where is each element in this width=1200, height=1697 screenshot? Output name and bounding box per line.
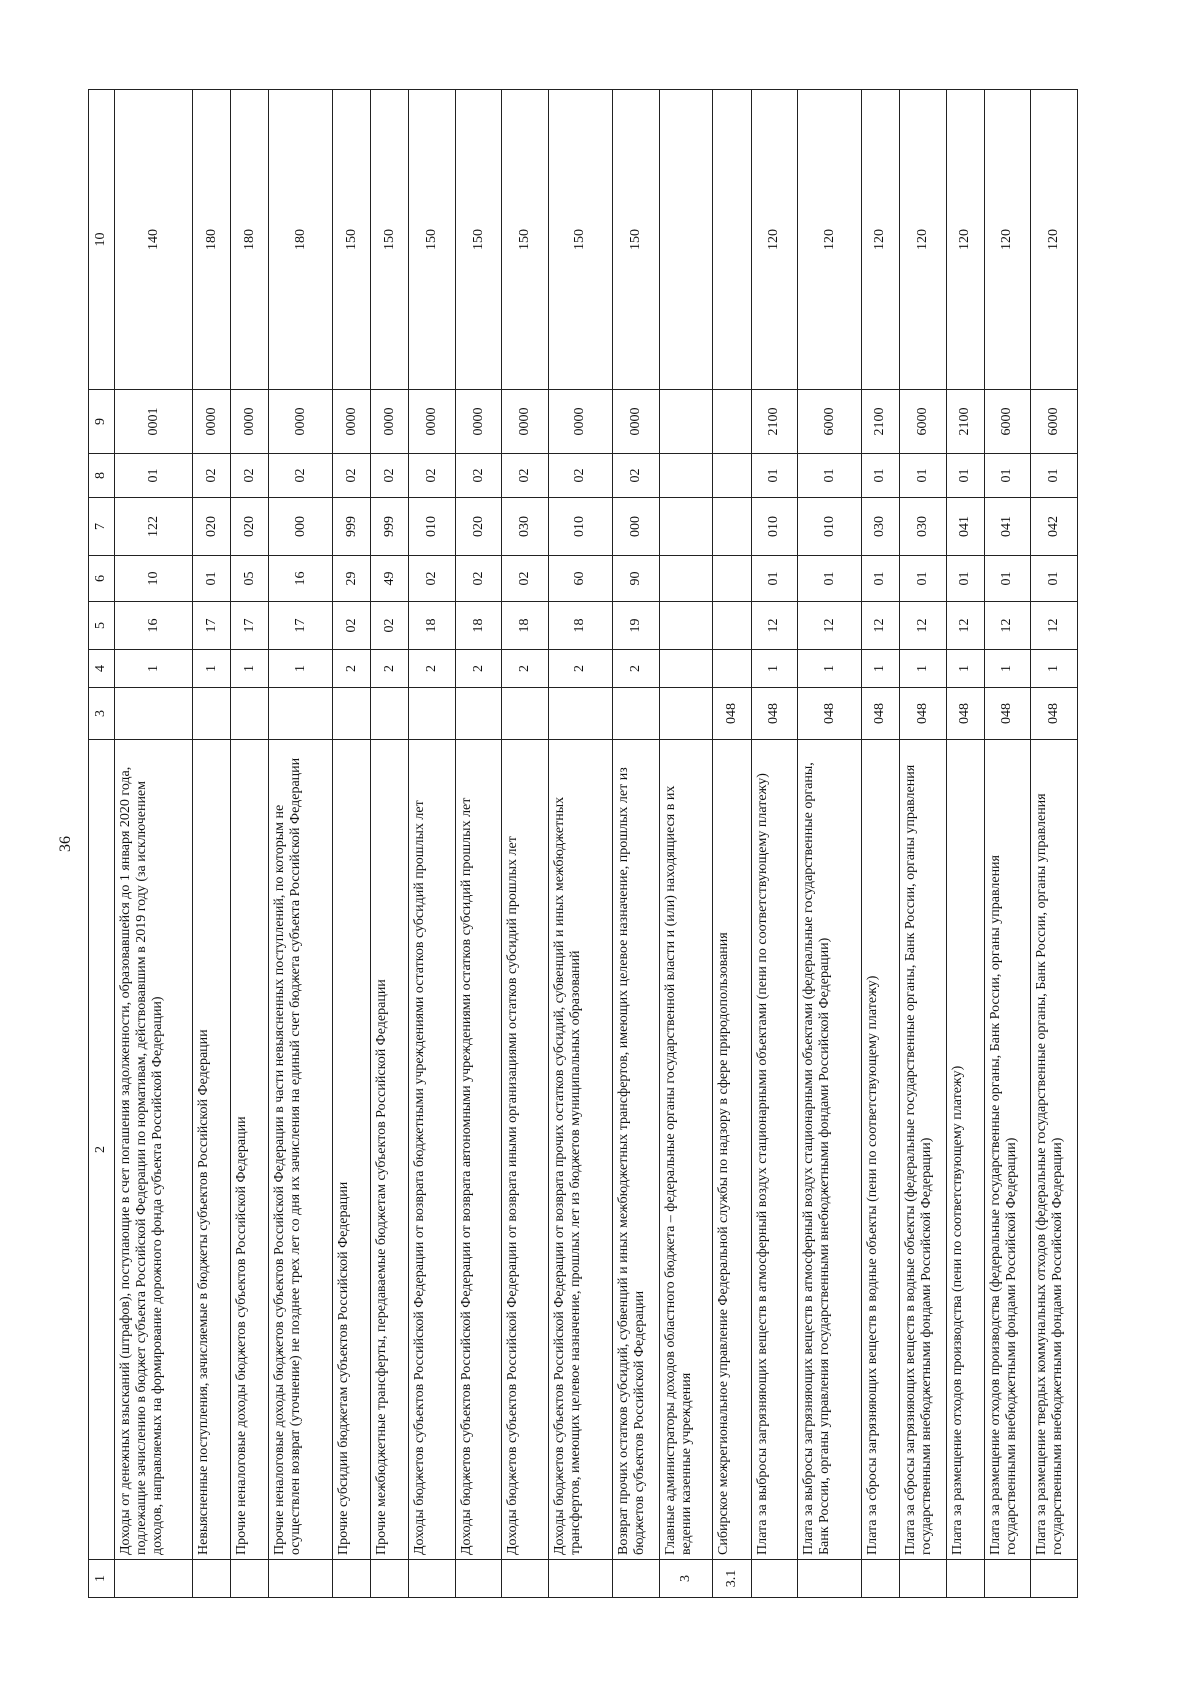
row-description: Плата за выбросы загрязняющих веществ в атмосферный воздух стационарными объектами (пени по соответствующему платежу) — [751, 740, 798, 1560]
code-cell-c6: 02 — [455, 556, 502, 602]
code-cell-c7: 041 — [984, 498, 1031, 556]
code-cell-c6: 02 — [502, 556, 549, 602]
row-number — [549, 1560, 613, 1598]
code-cell-c9 — [713, 390, 751, 454]
row-number: 3.1 — [713, 1560, 751, 1598]
code-cell-c10: 140 — [114, 90, 193, 390]
row-number — [231, 1560, 269, 1598]
code-cell-c8: 02 — [269, 454, 333, 498]
code-cell-c10: 120 — [798, 90, 862, 390]
code-cell-c10: 120 — [1031, 90, 1078, 390]
code-cell-c4: 2 — [549, 650, 613, 688]
code-cell-c9: 0000 — [371, 390, 409, 454]
code-cell-c10: 120 — [899, 90, 946, 390]
header-cell: 2 — [89, 740, 115, 1560]
code-cell-c4: 1 — [114, 650, 193, 688]
code-cell-c7 — [659, 498, 713, 556]
code-cell-c10: 120 — [984, 90, 1031, 390]
code-cell-c8: 02 — [371, 454, 409, 498]
code-cell-c8: 02 — [612, 454, 659, 498]
row-description: Прочие неналоговые доходы бюджетов субъектов Российской Федерации в части невыясненных поступлений, по которым не осуществлен возврат (уточнение) не позднее трех лет со дня их зачисления на единый счет бюджета субъекта Российской Федерации — [269, 740, 333, 1560]
row-description: Доходы бюджетов субъектов Российской Федерации от возврата бюджетными учреждениями остатков субсидий прошлых лет — [409, 740, 456, 1560]
row-number: 3 — [659, 1560, 713, 1598]
code-cell-c3 — [231, 688, 269, 740]
code-cell-c8: 02 — [549, 454, 613, 498]
table-row — [1031, 90, 1078, 1598]
code-cell-c5: 18 — [549, 602, 613, 650]
code-cell-c8 — [713, 454, 751, 498]
header-cell: 3 — [89, 688, 115, 740]
code-cell-c9: 2100 — [751, 390, 798, 454]
code-cell-c7: 020 — [193, 498, 231, 556]
code-cell-c8: 01 — [798, 454, 862, 498]
code-cell-c5 — [659, 602, 713, 650]
code-cell-c9: 0000 — [193, 390, 231, 454]
row-description: Плата за сбросы загрязняющих веществ в водные объекты (федеральные государственные органы, Банк России, органы управления государственными внебюджетными фондами Российской Федерации) — [899, 740, 946, 1560]
row-number — [899, 1560, 946, 1598]
table-row — [659, 90, 713, 1598]
code-cell-c9: 0000 — [333, 390, 371, 454]
code-cell-c10: 150 — [409, 90, 456, 390]
code-cell-c6: 01 — [899, 556, 946, 602]
code-cell-c3 — [114, 688, 193, 740]
table-row — [612, 90, 659, 1598]
code-cell-c6: 05 — [231, 556, 269, 602]
code-cell-c7: 010 — [751, 498, 798, 556]
table-row — [231, 90, 269, 1598]
header-cell: 6 — [89, 556, 115, 602]
row-number — [371, 1560, 409, 1598]
code-cell-c6: 01 — [193, 556, 231, 602]
row-description: Плата за сбросы загрязняющих веществ в водные объекты (пени по соответствующему платежу) — [861, 740, 899, 1560]
code-cell-c9 — [659, 390, 713, 454]
code-cell-c9: 0000 — [409, 390, 456, 454]
header-cell: 9 — [89, 390, 115, 454]
code-cell-c3: 048 — [1031, 688, 1078, 740]
code-cell-c8: 02 — [455, 454, 502, 498]
code-cell-c7: 030 — [899, 498, 946, 556]
code-cell-c5: 17 — [231, 602, 269, 650]
code-cell-c9: 2100 — [946, 390, 984, 454]
code-cell-c9: 0000 — [549, 390, 613, 454]
code-cell-c3: 048 — [946, 688, 984, 740]
code-cell-c5: 02 — [371, 602, 409, 650]
table-row — [114, 90, 193, 1598]
code-cell-c4: 2 — [502, 650, 549, 688]
code-cell-c10: 150 — [502, 90, 549, 390]
code-cell-c3: 048 — [713, 688, 751, 740]
code-cell-c8: 01 — [114, 454, 193, 498]
code-cell-c6: 29 — [333, 556, 371, 602]
code-cell-c5: 12 — [1031, 602, 1078, 650]
code-cell-c10 — [659, 90, 713, 390]
row-description: Прочие субсидии бюджетам субъектов Российской Федерации — [333, 740, 371, 1560]
code-cell-c3: 048 — [751, 688, 798, 740]
row-description: Доходы от денежных взысканий (штрафов), поступающие в счет погашения задолженности, образовавшейся до 1 января 2020 года, подлежащие зачислению в бюджет субъекта Российской Федерации по нормативам, действовавшим в 2019 году (за исключением доходов, направляемых на формирование дорожного фонда субъекта Российской Федерации) — [114, 740, 193, 1560]
code-cell-c6: 01 — [946, 556, 984, 602]
code-cell-c7: 030 — [861, 498, 899, 556]
row-number — [798, 1560, 862, 1598]
header-cell: 5 — [89, 602, 115, 650]
code-cell-c5: 17 — [193, 602, 231, 650]
code-cell-c4: 2 — [333, 650, 371, 688]
table-row — [409, 90, 456, 1598]
row-description: Доходы бюджетов субъектов Российской Федерации от возврата автономными учреждениями остатков субсидий прошлых лет — [455, 740, 502, 1560]
header-cell: 4 — [89, 650, 115, 688]
row-number — [333, 1560, 371, 1598]
code-cell-c3 — [659, 688, 713, 740]
code-cell-c4: 1 — [861, 650, 899, 688]
code-cell-c7: 030 — [502, 498, 549, 556]
rotated-table-container — [88, 90, 1078, 1598]
header-cell: 1 — [89, 1560, 115, 1598]
row-description: Прочие неналоговые доходы бюджетов субъектов Российской Федерации — [231, 740, 269, 1560]
code-cell-c7: 000 — [612, 498, 659, 556]
code-cell-c3: 048 — [861, 688, 899, 740]
row-description: Плата за выбросы загрязняющих веществ в атмосферный воздух стационарными объектами (федеральные государственные органы, Банк России, органы управления государственными внебюджетными фондами Российской Федерации) — [798, 740, 862, 1560]
code-cell-c8 — [659, 454, 713, 498]
code-cell-c8: 01 — [861, 454, 899, 498]
code-cell-c3 — [409, 688, 456, 740]
table-row — [193, 90, 231, 1598]
code-cell-c9: 6000 — [984, 390, 1031, 454]
code-cell-c5: 12 — [946, 602, 984, 650]
page-number: 36 — [57, 836, 74, 852]
code-cell-c8: 02 — [231, 454, 269, 498]
code-cell-c3: 048 — [798, 688, 862, 740]
row-number — [193, 1560, 231, 1598]
code-cell-c3 — [502, 688, 549, 740]
code-cell-c6: 16 — [269, 556, 333, 602]
code-cell-c9: 6000 — [899, 390, 946, 454]
header-cell: 8 — [89, 454, 115, 498]
code-cell-c3 — [333, 688, 371, 740]
code-cell-c3 — [269, 688, 333, 740]
code-cell-c6: 10 — [114, 556, 193, 602]
code-cell-c3 — [455, 688, 502, 740]
code-cell-c6: 02 — [409, 556, 456, 602]
code-cell-c7: 020 — [231, 498, 269, 556]
code-cell-c4: 1 — [231, 650, 269, 688]
row-number — [269, 1560, 333, 1598]
code-cell-c7 — [713, 498, 751, 556]
code-cell-c6: 01 — [984, 556, 1031, 602]
code-cell-c4: 1 — [193, 650, 231, 688]
header-cell: 7 — [89, 498, 115, 556]
code-cell-c9: 2100 — [861, 390, 899, 454]
row-number — [751, 1560, 798, 1598]
code-cell-c4: 1 — [899, 650, 946, 688]
row-description: Сибирское межрегиональное управление Федеральной службы по надзору в сфере природопользования — [713, 740, 751, 1560]
code-cell-c7: 999 — [333, 498, 371, 556]
code-cell-c6: 60 — [549, 556, 613, 602]
code-cell-c9: 0000 — [455, 390, 502, 454]
row-description: Доходы бюджетов субъектов Российской Федерации от возврата иными организациями остатков субсидий прошлых лет — [502, 740, 549, 1560]
code-cell-c9: 0001 — [114, 390, 193, 454]
code-cell-c6 — [659, 556, 713, 602]
row-description: Главные администраторы доходов областного бюджета – федеральные органы государственной власти и (или) находящиеся в их ведении казенные учреждения — [659, 740, 713, 1560]
code-cell-c9: 0000 — [231, 390, 269, 454]
code-cell-c7: 000 — [269, 498, 333, 556]
row-number — [455, 1560, 502, 1598]
code-cell-c7: 010 — [798, 498, 862, 556]
code-cell-c7: 999 — [371, 498, 409, 556]
code-cell-c3: 048 — [984, 688, 1031, 740]
code-cell-c5: 19 — [612, 602, 659, 650]
row-number — [502, 1560, 549, 1598]
code-cell-c8: 01 — [984, 454, 1031, 498]
code-cell-c9: 6000 — [1031, 390, 1078, 454]
code-cell-c8: 01 — [751, 454, 798, 498]
code-cell-c8: 02 — [409, 454, 456, 498]
code-cell-c3 — [549, 688, 613, 740]
code-cell-c6: 90 — [612, 556, 659, 602]
code-cell-c7: 122 — [114, 498, 193, 556]
table-row — [269, 90, 333, 1598]
table-row — [371, 90, 409, 1598]
row-number — [612, 1560, 659, 1598]
code-cell-c7: 042 — [1031, 498, 1078, 556]
code-cell-c7: 020 — [455, 498, 502, 556]
code-cell-c4: 2 — [612, 650, 659, 688]
code-cell-c7: 041 — [946, 498, 984, 556]
code-cell-c9: 6000 — [798, 390, 862, 454]
code-cell-c9: 0000 — [612, 390, 659, 454]
code-cell-c5: 12 — [861, 602, 899, 650]
row-description: Плата за размещение отходов производства (федеральные государственные органы, Банк России, органы управления государственными внебюджетными фондами Российской Федерации) — [984, 740, 1031, 1560]
table-row — [751, 90, 798, 1598]
table-row — [455, 90, 502, 1598]
code-cell-c8: 01 — [899, 454, 946, 498]
code-cell-c5: 12 — [899, 602, 946, 650]
code-cell-c4: 1 — [946, 650, 984, 688]
revenue-codes-table — [88, 89, 1078, 1598]
row-number — [946, 1560, 984, 1598]
table-row — [713, 90, 751, 1598]
row-number — [409, 1560, 456, 1598]
table-row — [502, 90, 549, 1598]
code-cell-c9: 0000 — [502, 390, 549, 454]
code-cell-c10: 120 — [946, 90, 984, 390]
code-cell-c5: 12 — [984, 602, 1031, 650]
code-cell-c4: 2 — [455, 650, 502, 688]
row-description: Доходы бюджетов субъектов Российской Федерации от возврата прочих остатков субсидий, субвенций и иных межбюджетных трансфертов, имеющих целевое назначение, прошлых лет из бюджетов муниципальных образований — [549, 740, 613, 1560]
code-cell-c10: 150 — [549, 90, 613, 390]
code-cell-c10: 150 — [612, 90, 659, 390]
code-cell-c4: 1 — [751, 650, 798, 688]
code-cell-c5: 16 — [114, 602, 193, 650]
code-cell-c10 — [713, 90, 751, 390]
code-cell-c4: 1 — [269, 650, 333, 688]
code-cell-c5: 12 — [751, 602, 798, 650]
code-cell-c6: 01 — [751, 556, 798, 602]
code-cell-c8: 02 — [333, 454, 371, 498]
row-description: Прочие межбюджетные трансферты, передаваемые бюджетам субъектов Российской Федерации — [371, 740, 409, 1560]
code-cell-c4 — [713, 650, 751, 688]
row-number — [984, 1560, 1031, 1598]
table-row — [861, 90, 899, 1598]
table-row — [798, 90, 862, 1598]
code-cell-c4: 1 — [984, 650, 1031, 688]
code-cell-c5: 02 — [333, 602, 371, 650]
code-cell-c6 — [713, 556, 751, 602]
code-cell-c4: 1 — [798, 650, 862, 688]
code-cell-c8: 01 — [946, 454, 984, 498]
table-row — [946, 90, 984, 1598]
code-cell-c10: 150 — [333, 90, 371, 390]
code-cell-c6: 01 — [1031, 556, 1078, 602]
table-row — [549, 90, 613, 1598]
row-description: Плата за размещение отходов производства (пени по соответствующему платежу) — [946, 740, 984, 1560]
code-cell-c4: 1 — [1031, 650, 1078, 688]
row-description: Невыясненные поступления, зачисляемые в бюджеты субъектов Российской Федерации — [193, 740, 231, 1560]
code-cell-c10: 150 — [371, 90, 409, 390]
code-cell-c4: 2 — [371, 650, 409, 688]
code-cell-c7: 010 — [549, 498, 613, 556]
header-cell: 10 — [89, 90, 115, 390]
code-cell-c6: 01 — [861, 556, 899, 602]
code-cell-c8: 02 — [502, 454, 549, 498]
code-cell-c3 — [612, 688, 659, 740]
code-cell-c10: 180 — [231, 90, 269, 390]
code-cell-c10: 180 — [269, 90, 333, 390]
table-row — [333, 90, 371, 1598]
code-cell-c6: 49 — [371, 556, 409, 602]
code-cell-c3: 048 — [899, 688, 946, 740]
row-number — [1031, 1560, 1078, 1598]
code-cell-c9: 0000 — [269, 390, 333, 454]
code-cell-c5: 18 — [502, 602, 549, 650]
row-number — [861, 1560, 899, 1598]
code-cell-c8: 01 — [1031, 454, 1078, 498]
code-cell-c4 — [659, 650, 713, 688]
code-cell-c10: 120 — [751, 90, 798, 390]
table-header-row — [89, 90, 115, 1598]
code-cell-c10: 120 — [861, 90, 899, 390]
table-row — [984, 90, 1031, 1598]
table-row — [899, 90, 946, 1598]
row-description: Плата за размещение твердых коммунальных отходов (федеральные государственные органы, Банк России, органы управления государственными внебюджетными фондами Российской Федерации) — [1031, 740, 1078, 1560]
code-cell-c5: 12 — [798, 602, 862, 650]
row-number — [114, 1560, 193, 1598]
code-cell-c3 — [371, 688, 409, 740]
code-cell-c10: 150 — [455, 90, 502, 390]
row-description: Возврат прочих остатков субсидий, субвенций и иных межбюджетных трансфертов, имеющих целевое назначение, прошлых лет из бюджетов субъектов Российской Федерации — [612, 740, 659, 1560]
code-cell-c5 — [713, 602, 751, 650]
code-cell-c3 — [193, 688, 231, 740]
code-cell-c5: 17 — [269, 602, 333, 650]
code-cell-c10: 180 — [193, 90, 231, 390]
code-cell-c5: 18 — [455, 602, 502, 650]
code-cell-c7: 010 — [409, 498, 456, 556]
code-cell-c6: 01 — [798, 556, 862, 602]
code-cell-c4: 2 — [409, 650, 456, 688]
code-cell-c8: 02 — [193, 454, 231, 498]
code-cell-c5: 18 — [409, 602, 456, 650]
